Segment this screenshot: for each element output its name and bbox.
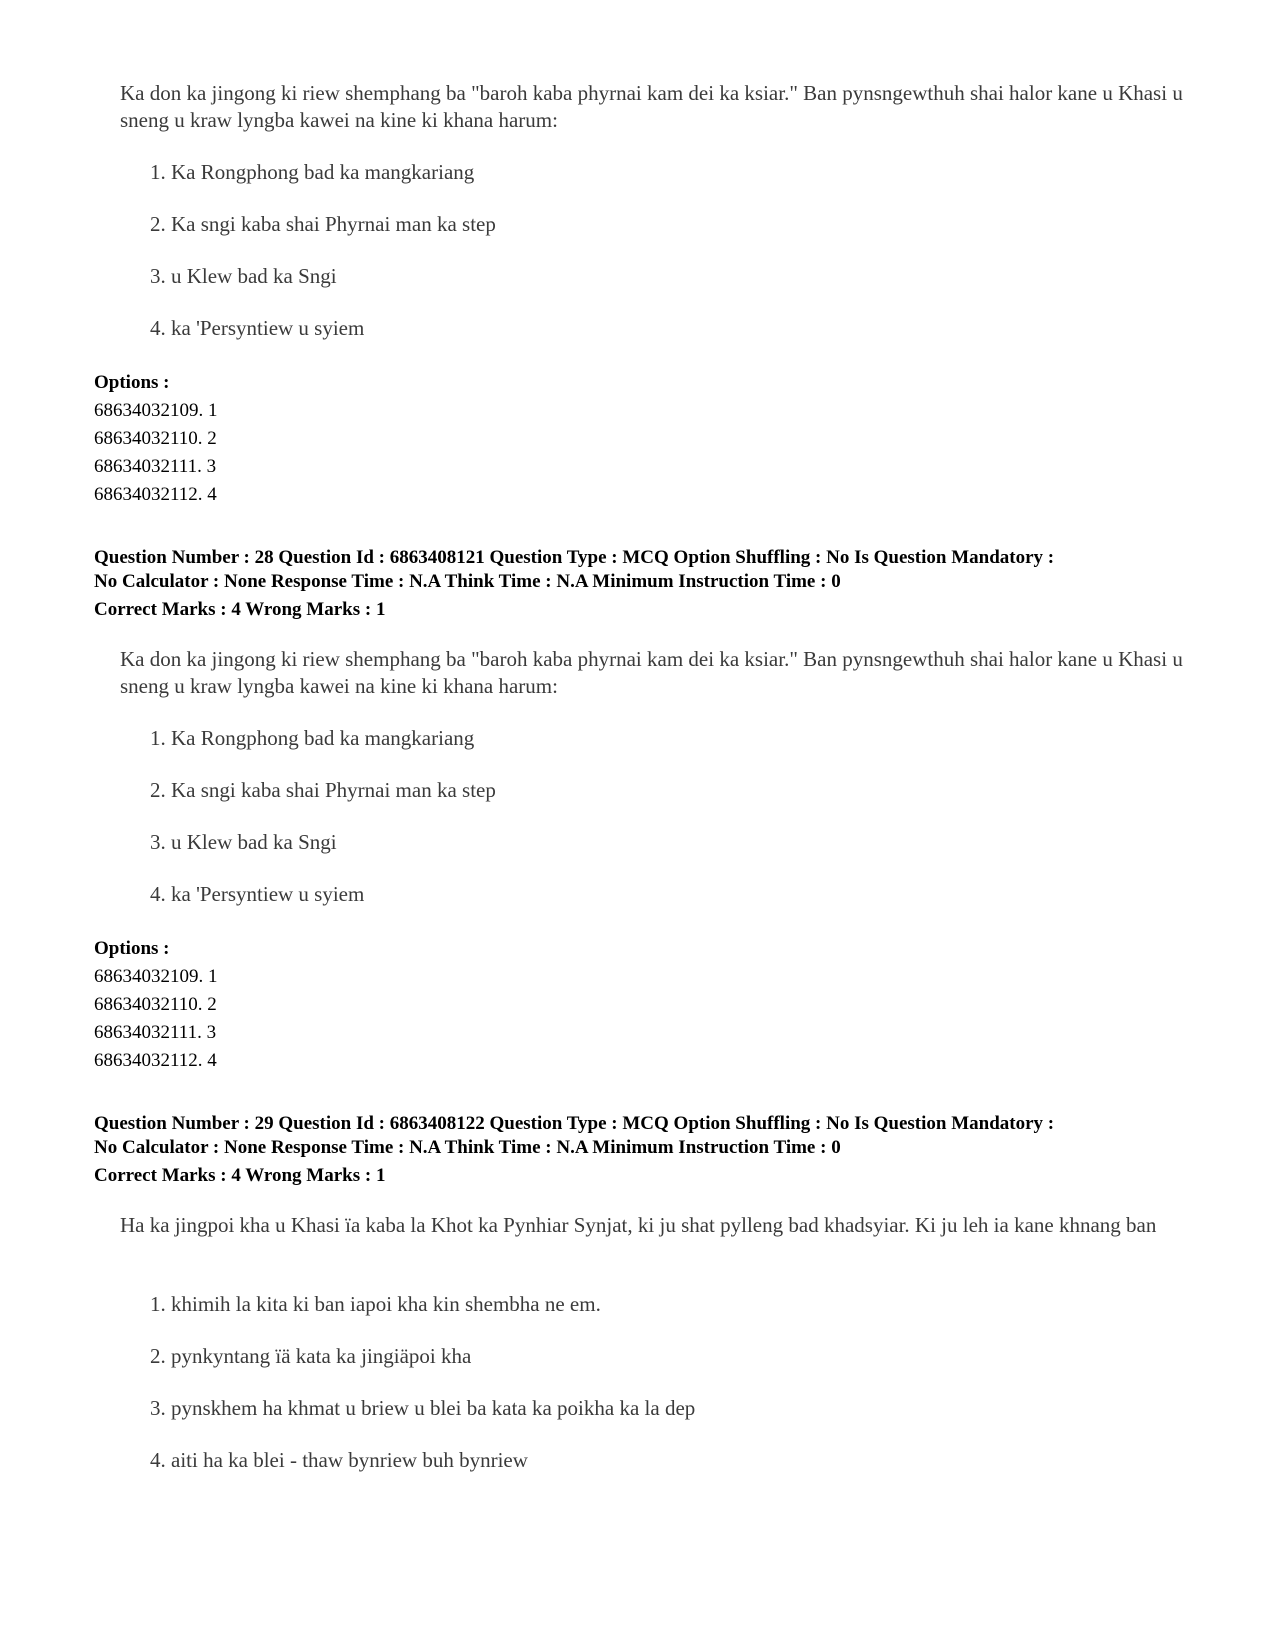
list-item: 2. Ka sngi kaba shai Phyrnai man ka step: [150, 212, 496, 236]
list-item: 3. u Klew bad ka Sngi: [150, 264, 337, 288]
question-text: Ka don ka jingong ki riew shemphang ba "baroh kaba phyrnai kam dei ka ksiar." Ban pynsngewthuh shai halor kane u Khasi u sneng u kraw lyngba kawei na kine ki khana harum:: [120, 81, 1183, 132]
question-meta: [94, 1112, 1234, 1160]
list-item: 4. aiti ha ka blei - thaw bynriew buh bynriew: [150, 1448, 528, 1472]
list-item: 2. pynkyntang ïä kata ka jingiäpoi kha: [150, 1344, 472, 1368]
option-item: 68634032111. 3: [94, 1022, 217, 1043]
list-item: 4. ka 'Persyntiew u syiem: [150, 882, 365, 906]
question-meta: [94, 546, 1234, 594]
question-meta-line: Question Number : 29 Question Id : 6863408122 Question Type : MCQ Option Shuffling : No Is Question Mandatory :: [94, 1113, 1055, 1134]
question-meta-line: No Calculator : None Response Time : N.A Think Time : N.A Minimum Instruction Time : 0: [94, 1137, 841, 1158]
list-item: 1. Ka Rongphong bad ka mangkariang: [150, 726, 475, 750]
question-meta-line: Question Number : 28 Question Id : 6863408121 Question Type : MCQ Option Shuffling : No Is Question Mandatory :: [94, 547, 1055, 568]
options-label: Options :: [94, 938, 170, 959]
question-marks: Correct Marks : 4 Wrong Marks : 1: [94, 1165, 386, 1186]
list-item: 1. Ka Rongphong bad ka mangkariang: [150, 160, 475, 184]
question-text: Ka don ka jingong ki riew shemphang ba "baroh kaba phyrnai kam dei ka ksiar." Ban pynsngewthuh shai halor kane u Khasi u sneng u kraw lyngba kawei na kine ki khana harum:: [120, 647, 1183, 698]
list-item: 2. Ka sngi kaba shai Phyrnai man ka step: [150, 778, 496, 802]
list-item: 3. u Klew bad ka Sngi: [150, 830, 337, 854]
option-item: 68634032109. 1: [94, 400, 218, 421]
option-item: 68634032112. 4: [94, 1050, 217, 1071]
list-item: 3. pynskhem ha khmat u briew u blei ba kata ka poikha ka la dep: [150, 1396, 696, 1420]
option-item: 68634032111. 3: [94, 456, 217, 477]
option-item: 68634032112. 4: [94, 484, 217, 505]
question-meta-line: No Calculator : None Response Time : N.A Think Time : N.A Minimum Instruction Time : 0: [94, 571, 841, 592]
question-marks: Correct Marks : 4 Wrong Marks : 1: [94, 599, 386, 620]
list-item: 4. ka 'Persyntiew u syiem: [150, 316, 365, 340]
list-item: 1. khimih la kita ki ban iapoi kha kin shembha ne em.: [150, 1292, 601, 1316]
question-text: Ha ka jingpoi kha u Khasi ïa kaba la Khot ka Pynhiar Synjat, ki ju shat pylleng bad khadsyiar. Ki ju leh ia kane khnang ban: [120, 1213, 1157, 1237]
option-item: 68634032110. 2: [94, 994, 217, 1015]
option-item: 68634032110. 2: [94, 428, 217, 449]
option-item: 68634032109. 1: [94, 966, 218, 987]
options-label: Options :: [94, 372, 170, 393]
